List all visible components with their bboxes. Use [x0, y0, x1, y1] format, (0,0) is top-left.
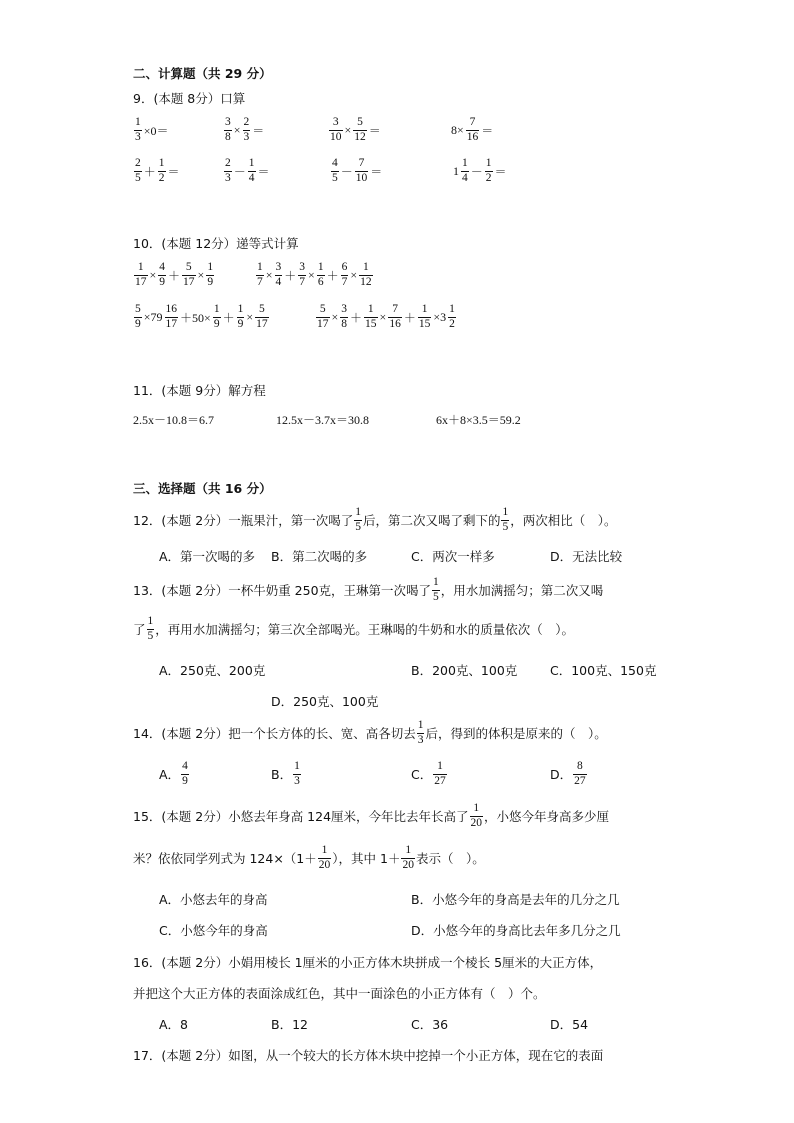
q12-option-d[interactable]: D．无法比较 [550, 549, 623, 564]
q14-option-b[interactable]: B． $\frac{1}{3}$ [271, 760, 300, 787]
fraction: $\frac{5}{17}$ [256, 303, 268, 330]
section-2-title: 二、计算题（共 29 分） [133, 66, 272, 81]
q16-option-d[interactable]: D．54 [550, 1017, 589, 1032]
fraction: $\frac{1}{3}$ [294, 760, 300, 787]
q12-option-a[interactable]: A．第一次喝的多 [159, 549, 256, 564]
fraction: $\frac{1}{6}$ [317, 261, 324, 288]
q14-stem: 14．(本题 2分）把一个长方体的长、宽、高各切去 $\frac{1}{3}$ 后，得到的体积是原来的（ ）。 [133, 719, 607, 746]
fraction: $\frac{1}{2}$ [158, 157, 165, 184]
fraction: $\frac{1}{2}$ [449, 303, 455, 330]
q13-option-c[interactable]: C．100克、150克 [550, 663, 657, 678]
q16-stem-line2: 并把这个大正方体的表面涂成红色，其中一面涂色的小正方体有（ ）个。 [133, 986, 546, 1001]
section-3-title: 三、选择题（共 16 分） [133, 481, 272, 496]
q13-stem-line2: 了 $\frac{1}{5}$ ，再用水加满摇匀；第三次全部喝光。王琳喝的牛奶和水的质量依次（ ）。 [133, 615, 575, 642]
fraction: $\frac{2}{5}$ [135, 157, 141, 184]
fraction: $\frac{3}{4}$ [275, 261, 282, 288]
fraction: $\frac{4}{9}$ [182, 760, 188, 787]
fraction: $\frac{8}{27}$ [574, 760, 586, 787]
fraction: $\frac{1}{5}$ [502, 506, 509, 533]
fraction: $\frac{7}{16}$ [466, 116, 479, 143]
q13-option-d[interactable]: D．250克、100克 [271, 694, 379, 709]
fraction: $\frac{2}{3}$ [243, 116, 250, 143]
q9-r1-item2: $\frac{3}{8}$ × $\frac{2}{3}$ ＝ [225, 116, 265, 143]
q15-option-b[interactable]: B．小悠今年的身高是去年的几分之几 [411, 892, 620, 907]
q9-r2-item3: $\frac{4}{5}$ － $\frac{7}{10}$ ＝ [332, 157, 383, 184]
fraction: $\frac{1}{5}$ [147, 615, 154, 642]
q9-header: 9．(本题 8分）口算 [133, 91, 246, 106]
q15-stem-line1: 15．(本题 2分）小悠去年身高 124厘米，今年比去年长高了 $\frac{1}{20}$ ，小悠今年身高多少厘 [133, 802, 610, 829]
q10-expr2: $\frac{1}{7}$ × $\frac{3}{4}$ ＋ $\frac{3}{7}$ × $\frac{1}{6}$ ＋ $\frac{6}{7}$ × $\frac{1}{12}$ [257, 261, 372, 288]
fraction: $\frac{1}{4}$ [248, 157, 255, 184]
fraction: $\frac{1}{2}$ [485, 157, 492, 184]
q12-option-b[interactable]: B．第二次喝的多 [271, 549, 368, 564]
fraction: $\frac{5}{17}$ [183, 261, 195, 288]
q14-option-a[interactable]: A． $\frac{4}{9}$ [159, 760, 188, 787]
q12-stem: 12．(本题 2分）一瓶果汁，第一次喝了 $\frac{1}{5}$ 后，第二次又喝了剩下的 $\frac{1}{5}$ ，两次相比（ ）。 [133, 506, 617, 533]
q10-header: 10．(本题 12分）递等式计算 [133, 236, 299, 251]
q11-eq3: 6x＋8×3.5＝59.2 [436, 413, 521, 427]
q10-expr1: $\frac{1}{17}$ × $\frac{4}{9}$ ＋ $\frac{5}{17}$ × $\frac{1}{9}$ [135, 261, 214, 288]
q13-option-a[interactable]: A．250克、200克 [159, 663, 266, 678]
fraction: $\frac{1}{3}$ [135, 116, 141, 143]
fraction: $\frac{1}{5}$ [355, 506, 361, 533]
fraction: $\frac{4}{5}$ [332, 157, 338, 184]
fraction: $\frac{1}{20}$ [470, 802, 483, 829]
fraction: $\frac{3}{8}$ [225, 116, 231, 143]
fraction: $\frac{7}{16}$ [389, 303, 401, 330]
q9-r1-item1: $\frac{1}{3}$ ×0＝ [135, 116, 169, 143]
q9-r2-item4: 1 $\frac{1}{4}$ － $\frac{1}{2}$ ＝ [453, 157, 507, 184]
q16-stem-line1: 16．(本题 2分）小娟用棱长 1厘米的小正方体木块拼成一个棱长 5厘米的大正方体， [133, 955, 603, 970]
q17-stem-line1: 17．(本题 2分）如图，从一个较大的长方体木块中挖掉一个小正方体，现在它的表面 [133, 1048, 604, 1063]
q15-option-c[interactable]: C．小悠今年的身高 [159, 923, 268, 938]
fraction: $\frac{3}{8}$ [341, 303, 348, 330]
fraction: $\frac{1}{3}$ [417, 719, 424, 746]
q15-stem-line2: 米？依依同学列式为 124×（1＋ $\frac{1}{20}$ ），其中 1＋ $\frac{1}{20}$ 表示（ ）。 [133, 844, 485, 871]
q10-expr3: $\frac{5}{9}$ ×79 $\frac{16}{17}$ ＋50× $\frac{1}{9}$ ＋ $\frac{1}{9}$ × $\frac{5}{17}$ [135, 303, 268, 330]
fraction: $\frac{1}{17}$ [135, 261, 147, 288]
fraction: $\frac{1}{9}$ [213, 303, 220, 330]
fraction: $\frac{1}{4}$ [462, 157, 468, 184]
fraction: $\frac{1}{12}$ [360, 261, 372, 288]
q13-stem-line1: 13．(本题 2分）一杯牛奶重 250克，王琳第一次喝了 $\frac{1}{5}$ ，用水加满摇匀；第二次又喝 [133, 576, 604, 603]
fraction: $\frac{4}{9}$ [159, 261, 166, 288]
fraction: $\frac{5}{9}$ [135, 303, 141, 330]
q15-option-a[interactable]: A．小悠去年的身高 [159, 892, 268, 907]
fraction: $\frac{1}{20}$ [402, 844, 414, 871]
fraction: $\frac{6}{7}$ [341, 261, 348, 288]
fraction: $\frac{7}{10}$ [355, 157, 368, 184]
q14-option-c[interactable]: C． $\frac{1}{27}$ [411, 760, 446, 787]
q10-expr4: $\frac{5}{17}$ × $\frac{3}{8}$ ＋ $\frac{1}{15}$ × $\frac{7}{16}$ ＋ $\frac{1}{15}$ ×3 $\frac{1}{2}$ [317, 303, 455, 330]
fraction: $\frac{1}{9}$ [237, 303, 244, 330]
q16-option-c[interactable]: C．36 [411, 1017, 449, 1032]
fraction: $\frac{1}{5}$ [433, 576, 439, 603]
fraction: $\frac{5}{12}$ [354, 116, 366, 143]
fraction: $\frac{1}{27}$ [434, 760, 446, 787]
q13-option-b[interactable]: B．200克、100克 [411, 663, 518, 678]
q9-r1-item3: $\frac{3}{10}$ × $\frac{5}{12}$ ＝ [330, 116, 381, 143]
fraction: $\frac{1}{7}$ [257, 261, 263, 288]
fraction: $\frac{16}{17}$ [165, 303, 178, 330]
fraction: $\frac{3}{10}$ [330, 116, 342, 143]
q9-r2-item2: $\frac{2}{3}$ － $\frac{1}{4}$ ＝ [225, 157, 270, 184]
q11-eq2: 12.5x－3.7x＝30.8 [276, 413, 370, 427]
q9-r1-item4: 8× $\frac{7}{16}$ ＝ [451, 116, 494, 143]
fraction: $\frac{5}{17}$ [317, 303, 329, 330]
fraction: $\frac{1}{9}$ [207, 261, 214, 288]
q16-option-a[interactable]: A．8 [159, 1017, 189, 1032]
q16-option-b[interactable]: B．12 [271, 1017, 308, 1032]
q9-r2-item1: $\frac{2}{5}$ ＋ $\frac{1}{2}$ ＝ [135, 157, 180, 184]
q11-eq1: 2.5x－10.8＝6.7 [133, 413, 215, 427]
q15-option-d[interactable]: D．小悠今年的身高比去年多几分之几 [411, 923, 621, 938]
fraction: $\frac{1}{15}$ [365, 303, 377, 330]
q11-header: 11．(本题 9分）解方程 [133, 383, 266, 398]
fraction: $\frac{1}{15}$ [418, 303, 431, 330]
fraction: $\frac{3}{7}$ [299, 261, 306, 288]
q12-option-c[interactable]: C．两次一样多 [411, 549, 495, 564]
q14-option-d[interactable]: D． $\frac{8}{27}$ [550, 760, 586, 787]
fraction: $\frac{2}{3}$ [225, 157, 231, 184]
fraction: $\frac{1}{20}$ [318, 844, 331, 871]
